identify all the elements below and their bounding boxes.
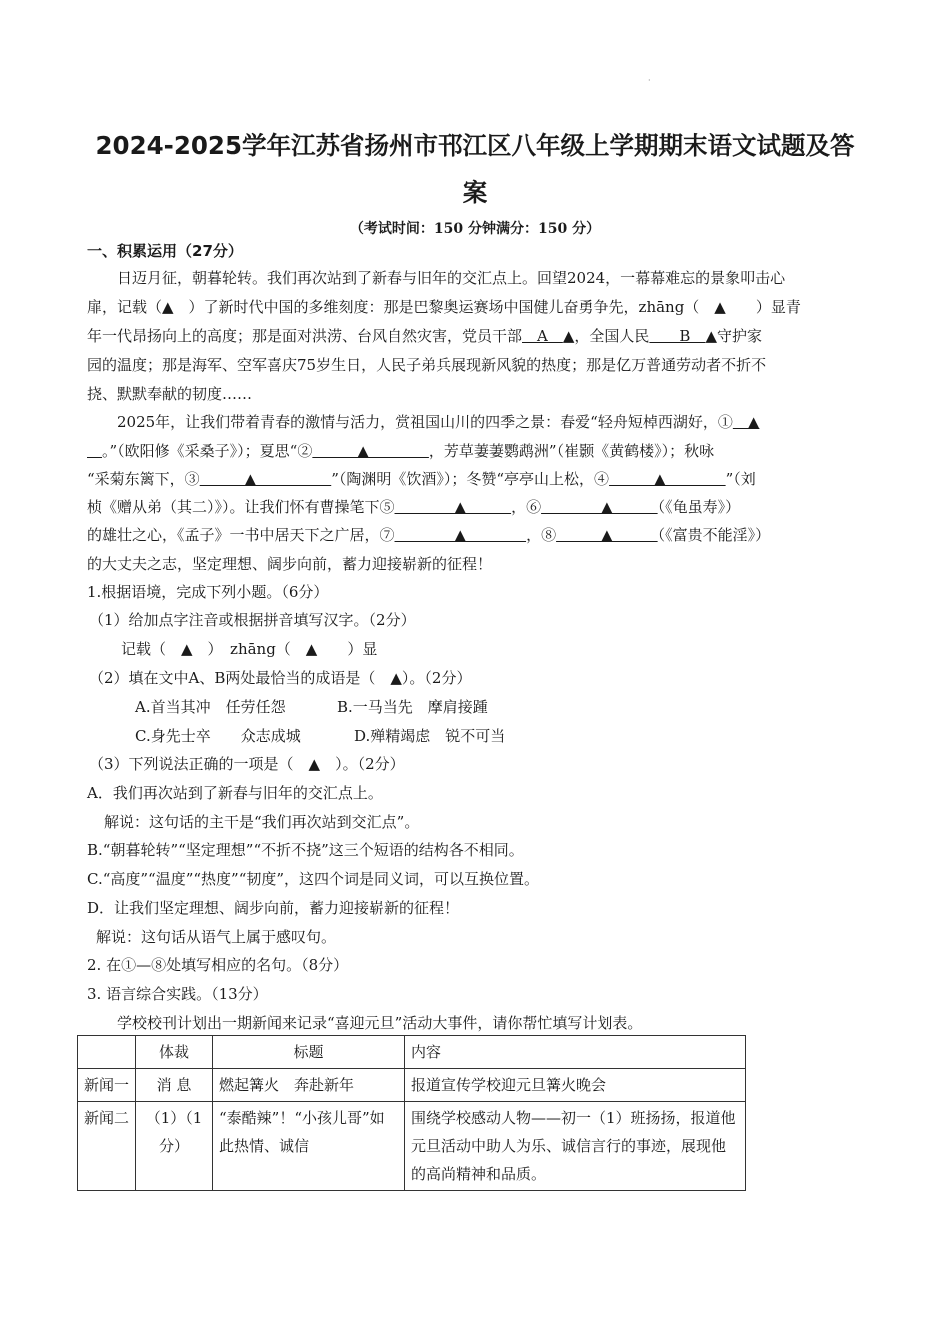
passage-line <box>87 497 740 517</box>
passage-line <box>87 469 756 489</box>
option-c[interactable]: C.身先士卒 众志成城 <box>135 727 301 745</box>
question-1-2: （2）填在文中A、B两处最恰当的成语是（ ▲）。（2分） <box>89 669 472 687</box>
passage-text: 年一代昂扬向上的高度；那是面对洪涝、台风自然灾害，党员干部 <box>87 327 523 345</box>
choice-a[interactable]: A．我们再次站到了新春与旧年的交汇点上。 <box>87 784 383 802</box>
question-2: 2. 在①—⑧处填写相应的名句。（8分） <box>87 956 349 974</box>
question-3-intro: 学校校刊计划出一期新闻来记录“喜迎元旦”活动大事件，请你帮忙填写计划表。 <box>117 1014 643 1032</box>
choice-c[interactable]: C.“高度”“温度”“热度”“韧度”，这四个词是同义词，可以互换位置。 <box>87 870 540 888</box>
blank-8[interactable]: ▲ <box>556 526 658 544</box>
passage-text: ，⑧ <box>526 526 557 544</box>
table-header-cell: 体裁 <box>136 1036 213 1069</box>
choice-d[interactable]: D．让我们坚定理想、阔步向前，蓄力迎接崭新的征程！ <box>87 899 460 917</box>
table-cell: 报道宣传学校迎元旦篝火晚会 <box>405 1069 746 1102</box>
table-cell: 消 息 <box>136 1069 213 1102</box>
doc-title-line2: 案 <box>462 178 488 207</box>
page-dot-mark: · <box>648 76 651 85</box>
passage-line: 的大丈夫之志，坚定理想、阔步向前，蓄力迎接崭新的征程！ <box>87 555 493 573</box>
passage-line <box>87 441 714 461</box>
option-a[interactable]: A.首当其冲 任劳任怨 <box>135 698 286 716</box>
blank-1[interactable]: ▲ <box>732 413 760 431</box>
blank-7[interactable]: ▲ <box>394 526 527 544</box>
blank-4[interactable]: ▲ <box>609 470 726 488</box>
table-cell: 新闻一 <box>78 1069 136 1102</box>
passage-text: ▲守护家 <box>705 327 762 345</box>
exam-info: （考试时间：150 分钟满分：150 分） <box>349 221 601 237</box>
passage-text: 的雄壮之心，《孟子》一书中居天下之广居，⑦ <box>87 526 395 544</box>
table-row <box>78 1069 746 1102</box>
question-1-1-items[interactable]: 记载（ ▲ ） zhāng（ ▲ ）显 <box>121 640 378 658</box>
question-1-1: （1）给加点字注音或根据拼音填写汉字。（2分） <box>89 611 416 629</box>
choice-a-note: 解说：这句话的主干是“我们再次站到交汇点”。 <box>104 813 420 831</box>
table-cell-answer[interactable]: （1）（1分） <box>136 1102 213 1191</box>
table-header-cell: 标题 <box>213 1036 405 1069</box>
news-plan-table <box>77 1035 746 1191</box>
question-1: 1.根据语境，完成下列小题。（6分） <box>87 583 329 601</box>
passage-line: 日迈月征，朝暮轮转。我们再次站到了新春与旧年的交汇点上。回望2024，一幕幕难忘的景象叩击心 <box>117 269 786 287</box>
choice-d-note: 解说：这句话从语气上属于感叹句。 <box>96 928 337 946</box>
doc-title-line1: 2024-2025学年江苏省扬州市邗江区八年级上学期期末语文试题及答 <box>95 131 855 160</box>
table-cell: 围绕学校感动人物——初一（1）班扬扬，报道他元旦活动中助人为乐、诚信言行的事迹，展现他的高尚精神和品质。 <box>405 1102 746 1191</box>
section-heading: 一、积累运用（27分） <box>87 242 243 260</box>
table-header-row <box>78 1036 746 1069</box>
table-cell: 燃起篝火 奔赴新年 <box>213 1069 405 1102</box>
table-row <box>78 1102 746 1191</box>
passage-text: ▲，全国人民 <box>562 327 650 345</box>
blank-1-cont[interactable] <box>87 442 102 460</box>
blank-2[interactable]: ▲ <box>312 442 429 460</box>
table-cell: 新闻二 <box>78 1102 136 1191</box>
passage-text: ”（陶渊明《饮酒》）；冬赞“亭亭山上松，④ <box>331 470 610 488</box>
passage-line <box>87 326 762 346</box>
passage-text: （《龟虽寿》） <box>657 498 741 516</box>
passage-text: （《富贵不能淫》） <box>657 526 771 544</box>
passage-line: 园的温度；那是海军、空军喜庆75岁生日，人民子弟兵展现新风貌的热度；那是亿万普通劳动者不折不 <box>87 356 767 374</box>
passage-text: 。”（欧阳修《采桑子》）；夏思“② <box>102 442 313 460</box>
option-b[interactable]: B.一马当先 摩肩接踵 <box>337 698 488 716</box>
choice-b[interactable]: B.“朝暮轮转”“坚定理想”“不折不挠”这三个短语的结构各不相同。 <box>87 841 524 859</box>
table-cell: “泰酷辣”！“小孩儿哥”如此热情、诚信 <box>213 1102 405 1191</box>
passage-text: ”（刘 <box>725 470 756 488</box>
question-3: 3. 语言综合实践。（13分） <box>87 985 268 1003</box>
passage-text: 2025年，让我们带着青春的激情与活力，赏祖国山川的四季之景：春爱“轻舟短棹西湖好，① <box>117 413 733 431</box>
blank-3[interactable]: ▲ <box>199 470 332 488</box>
passage-line: 扉，记载（▲ ）了新时代中国的多维刻度：那是巴黎奥运赛场中国健儿奋勇争先，zhāng（ ▲ ）显青 <box>87 298 801 316</box>
question-1-3: （3）下列说法正确的一项是（ ▲ ）。（2分） <box>89 755 405 773</box>
passage-line: 挠、默默奉献的韧度…… <box>87 385 253 403</box>
passage-line <box>87 525 770 545</box>
passage-text: “采菊东篱下，③ <box>87 470 200 488</box>
passage-text: ，芳草萋萋鹦鹉洲”（崔颢《黄鹤楼》）；秋咏 <box>428 442 715 460</box>
blank-a[interactable]: A <box>522 327 563 345</box>
passage-line <box>117 412 759 432</box>
blank-6[interactable]: ▲ <box>541 498 658 516</box>
blank-b[interactable]: B <box>649 327 706 345</box>
passage-text: ，⑥ <box>511 498 542 516</box>
passage-text: 桢《赠从弟（其二）》）。让我们怀有曹操笔下⑤ <box>87 498 395 516</box>
table-header-cell: 内容 <box>405 1036 746 1069</box>
blank-5[interactable]: ▲ <box>394 498 512 516</box>
table-header-cell <box>78 1036 136 1069</box>
option-d[interactable]: D.殚精竭虑 锐不可当 <box>354 727 506 745</box>
